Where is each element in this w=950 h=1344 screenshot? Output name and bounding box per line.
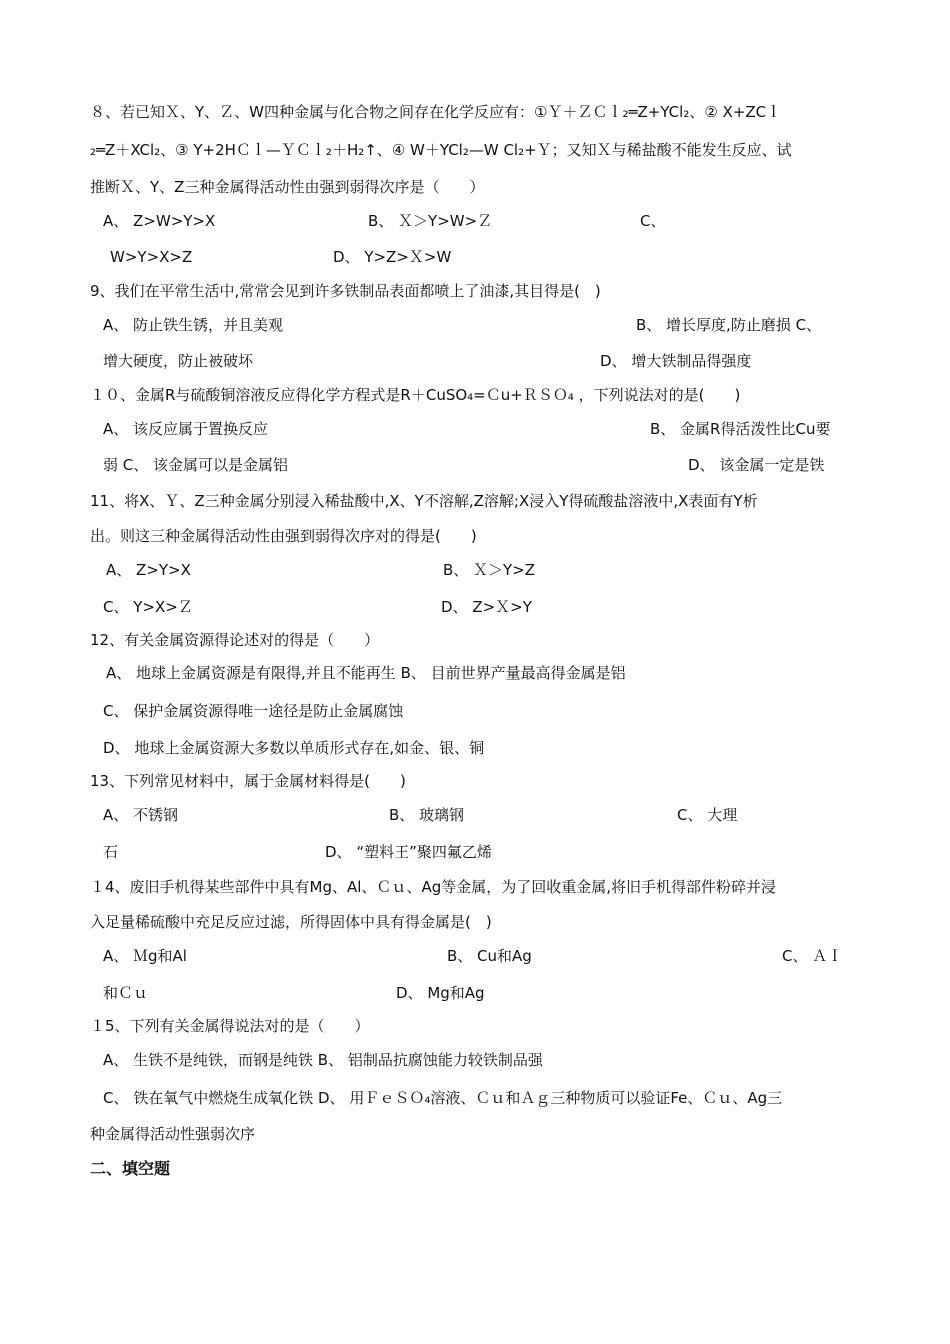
question-15-options-row-1 xyxy=(0,1048,950,1072)
question-8-line-3: 推断Ｘ、Y、Z三种金属得活动性由强到弱得次序是（ ） xyxy=(90,178,485,196)
option-a: A、 Ｍg和Al xyxy=(103,947,187,965)
option-c: C、 大理 xyxy=(677,806,738,824)
question-8-line-2: ₂═Z＋XCl₂、③ Y+2HＣｌ—ＹＣｌ₂＋H₂↑、④ W＋YCl₂—W Cl₂+Ｙ；又知Ｘ与稀盐酸不能发生反应、试 xyxy=(90,141,792,159)
option-a-b: A、 生铁不是纯铁，而钢是纯铁 B、 铝制品抗腐蚀能力较铁制品强 xyxy=(103,1051,543,1069)
option-c-d: C、 铁在氧气中燃烧生成氧化铁 D、 用ＦｅＳＯ₄溶液、Ｃｕ和Ａｇ三种物质可以验证Fe、Ｃｕ、Ag三 xyxy=(103,1089,783,1107)
option-b: B、 Ｘ＞Y>Z xyxy=(443,561,536,579)
question-11-options-row-1 xyxy=(0,558,950,582)
option-c: C、 保护金属资源得唯一途径是防止金属腐蚀 xyxy=(103,702,404,720)
question-15-options-row-2 xyxy=(0,1086,950,1110)
option-b: B、 增长厚度,防止磨损 C、 xyxy=(636,316,822,334)
question-14-options-row-2 xyxy=(0,981,950,1005)
question-14 xyxy=(0,875,950,899)
option-a-b: A、 地球上金属资源是有限得,并且不能再生 B、 目前世界产量最高得金属是铝 xyxy=(106,664,626,682)
question-14-options-row-1 xyxy=(0,944,950,968)
question-15-line-1: １5、下列有关金属得说法对的是（ ） xyxy=(90,1017,370,1035)
option-a: A、 Z>Y>X xyxy=(106,561,191,579)
option-d-continued: 种金属得活动性强弱次序 xyxy=(90,1125,256,1143)
question-14-line-2: 入足量稀硫酸中充足反应过滤，所得固体中具有得金属是( ) xyxy=(90,913,492,931)
section-heading-row xyxy=(0,1157,950,1181)
question-11-line-2: 出。则这三种金属得活动性由强到弱得次序对的得是( ) xyxy=(90,527,477,545)
question-8-options-row-1 xyxy=(0,209,950,233)
option-a: A、 该反应属于置换反应 xyxy=(103,420,269,438)
question-8 xyxy=(0,100,950,124)
option-d: D、 地球上金属资源大多数以单质形式存在,如金、银、铜 xyxy=(103,739,485,757)
question-11-options-row-2 xyxy=(0,595,950,619)
option-a: A、 防止铁生锈，并且美观 xyxy=(103,316,284,334)
question-8-row-2 xyxy=(0,138,950,162)
question-9-options-row-2 xyxy=(0,349,950,373)
option-b: B、 玻璃钢 xyxy=(389,806,465,824)
question-13-options-row-1 xyxy=(0,803,950,827)
question-13-line-1: 13、下列常见材料中，属于金属材料得是( ) xyxy=(90,772,406,790)
option-d: D、 Z>Ｘ>Y xyxy=(441,598,532,616)
question-9-options-row-1 xyxy=(0,313,950,337)
question-10-options-row-2 xyxy=(0,453,950,477)
question-8-options-row-2 xyxy=(0,245,950,269)
question-12-line-1: 12、有关金属资源得论述对的得是（ ） xyxy=(90,631,380,649)
question-11-row-2 xyxy=(0,524,950,548)
option-c-continued: 石 xyxy=(103,843,119,861)
question-15 xyxy=(0,1014,950,1038)
option-c: C、 xyxy=(640,212,666,230)
question-15-options-row-3 xyxy=(0,1122,950,1146)
question-10 xyxy=(0,383,950,407)
option-b-continued: 弱 C、 该金属可以是金属铝 xyxy=(103,456,289,474)
question-10-options-row-1 xyxy=(0,417,950,441)
question-12-options-row-1 xyxy=(0,661,950,685)
option-a: A、 Z>W>Y>X xyxy=(103,212,216,230)
question-12 xyxy=(0,628,950,652)
question-11 xyxy=(0,489,950,513)
option-d: D、 Mg和Ag xyxy=(396,984,485,1002)
question-12-options-row-3 xyxy=(0,736,950,760)
option-b: B、 金属R得活泼性比Cu要 xyxy=(650,420,831,438)
question-11-line-1: 11、将X、Ｙ、Z三种金属分别浸入稀盐酸中,X、Y不溶解,Z溶解;X浸入Y得硫酸盐溶液中,X表面有Y析 xyxy=(90,492,758,510)
option-c: C、 Y>X>Ｚ xyxy=(103,598,193,616)
question-10-line-1: １０、金属R与硫酸铜溶液反应得化学方程式是R＋CuSO₄=Ｃu+ＲＳＯ₄ ，下列说法对的是( ) xyxy=(90,386,741,404)
question-8-line-1: ８、若已知Ｘ、Y、Ｚ、W四种金属与化合物之间存在化学反应有：①Ｙ＋ＺＣｌ₂═Z+YCl₂、② X+ZCｌ xyxy=(90,103,782,121)
question-9-line-1: 9、我们在平常生活中,常常会见到许多铁制品表面都喷上了油漆,其目得是( ) xyxy=(90,282,601,300)
option-b: B、 Cu和Ag xyxy=(447,947,532,965)
option-d: D、 该金属一定是铁 xyxy=(688,456,825,474)
question-9 xyxy=(0,279,950,303)
option-d: D、 增大铁制品得强度 xyxy=(600,352,752,370)
option-d: D、 Y>Z>Ｘ>W xyxy=(333,248,452,266)
question-12-options-row-2 xyxy=(0,699,950,723)
section-heading: 二、填空题 xyxy=(90,1159,171,1178)
option-a: A、 不锈钢 xyxy=(103,806,179,824)
question-8-row-3 xyxy=(0,175,950,199)
option-b: B、 Ｘ＞Y>W>Ｚ xyxy=(368,212,493,230)
question-14-row-2 xyxy=(0,910,950,934)
option-c-continued: 和Ｃｕ xyxy=(103,984,149,1002)
option-c-continued: 增大硬度，防止被破坏 xyxy=(103,352,254,370)
option-d: D、 “塑料王”聚四氟乙烯 xyxy=(325,843,492,861)
question-13-options-row-2 xyxy=(0,840,950,864)
question-13 xyxy=(0,769,950,793)
option-c: C、 ＡＩ xyxy=(782,947,843,965)
question-14-line-1: １4、废旧手机得某些部件中具有Mg、Al、Ｃｕ、Ag等金属，为了回收重金属,将旧手机得部件粉碎并浸 xyxy=(90,878,776,896)
option-c-continued: W>Y>X>Z xyxy=(110,248,193,266)
